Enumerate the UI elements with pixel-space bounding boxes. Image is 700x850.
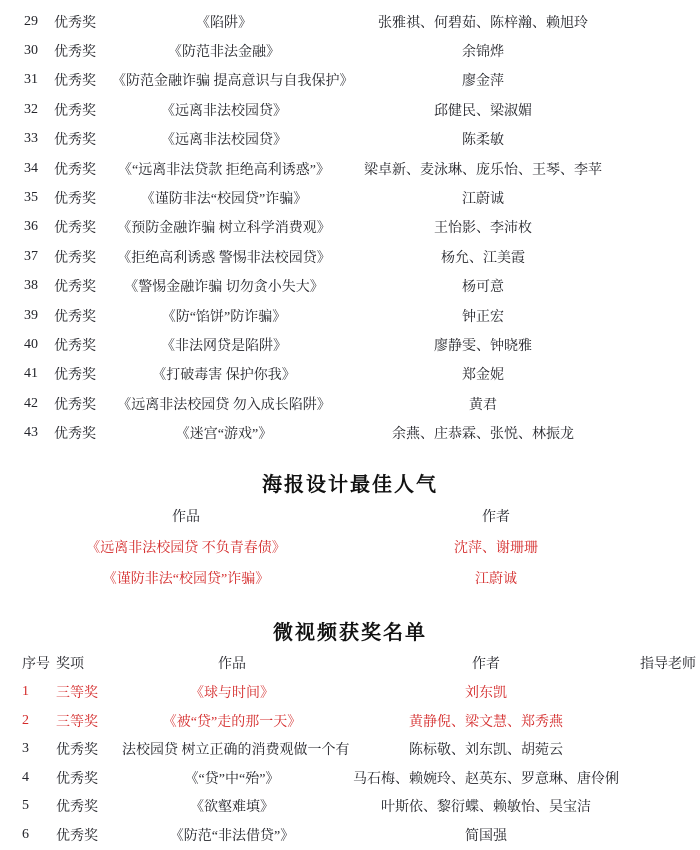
row-number: 42: [24, 395, 38, 411]
award-label: 优秀奖: [56, 800, 98, 816]
work-title: 《欲壑难填》: [190, 800, 274, 816]
author-names: 钟正宏: [462, 309, 504, 325]
row-number: 2: [22, 712, 29, 728]
row-number: 34: [24, 160, 38, 176]
award-label: 优秀奖: [54, 397, 96, 413]
award-table-row: [0, 213, 700, 242]
row-number: 4: [22, 769, 29, 785]
award-label: 优秀奖: [54, 133, 96, 149]
award-table-row: [0, 66, 700, 95]
row-number: 1: [22, 684, 29, 700]
poster-header-row: [0, 500, 700, 532]
column-header-author: 作者: [472, 656, 500, 672]
work-title: 《陷阱》: [196, 15, 252, 31]
work-title: 《防“馅饼”防诈骗》: [161, 309, 287, 325]
row-number: 30: [24, 43, 38, 59]
author-names: 江蔚诚: [462, 192, 504, 208]
award-table-row: [0, 7, 700, 36]
author-names: 杨允、江美霞: [441, 250, 525, 266]
award-label: 优秀奖: [54, 162, 96, 178]
work-title: 《远离非法校园贷》: [161, 103, 287, 119]
author-names: 简国强: [465, 828, 507, 844]
award-table-row: [0, 389, 700, 418]
award-label: 三等奖: [56, 714, 98, 730]
poster-popularity-title: 海报设计最佳人气: [262, 473, 438, 496]
work-title: 《谨防非法“校园贷”诈骗》: [140, 192, 308, 208]
award-label: 优秀奖: [54, 192, 96, 208]
award-label: 优秀奖: [54, 221, 96, 237]
poster-popularity-row: [0, 563, 700, 594]
row-number: 6: [22, 826, 29, 842]
award-label: 优秀奖: [54, 280, 96, 296]
video-award-row: [0, 763, 700, 792]
author-names: 廖金萍: [462, 74, 504, 90]
award-table-row: [0, 330, 700, 359]
row-number: 5: [22, 798, 29, 814]
row-number: 33: [24, 131, 38, 147]
award-table-row: [0, 272, 700, 301]
column-header-work: 作品: [172, 509, 200, 525]
author-names: 梁卓新、麦泳琳、庞乐怡、王琴、李苹: [364, 162, 602, 178]
video-award-title: 微视频获奖名单: [273, 621, 427, 644]
video-award-row: [0, 735, 700, 764]
column-header-award: 奖项: [56, 656, 84, 672]
award-table-row: [0, 301, 700, 330]
work-title: 《谨防非法“校园贷”诈骗》: [102, 572, 270, 588]
column-header-teacher: 指导老师: [640, 656, 696, 672]
row-number: 38: [24, 278, 38, 294]
award-label: 优秀奖: [54, 103, 96, 119]
award-label: 优秀奖: [54, 15, 96, 31]
award-table-row: [0, 95, 700, 124]
row-number: 3: [22, 741, 29, 757]
award-label: 优秀奖: [56, 771, 98, 787]
award-label: 优秀奖: [56, 828, 98, 844]
award-table-row: [0, 183, 700, 212]
author-names: 邱健民、梁淑媚: [434, 103, 532, 119]
work-title: 《球与时间》: [190, 686, 274, 702]
work-title: 《“远离非法贷款 拒绝高利诱惑”》: [118, 162, 330, 178]
author-names: 余锦烨: [462, 45, 504, 61]
video-header-row: [0, 648, 700, 678]
work-title: 《警惕金融诈骗 切勿贪小失大》: [124, 280, 324, 296]
video-award-row: [0, 678, 700, 707]
work-title: 《非法网贷是陷阱》: [161, 338, 287, 354]
row-number: 37: [24, 248, 38, 264]
column-header-number: 序号: [22, 656, 50, 672]
video-award-rows: [0, 678, 700, 849]
row-number: 40: [24, 336, 38, 352]
award-label: 优秀奖: [54, 427, 96, 443]
column-header-work: 作品: [218, 656, 246, 672]
row-number: 43: [24, 425, 38, 441]
award-table-row: [0, 360, 700, 389]
video-award-row: [0, 820, 700, 849]
award-table-row: [0, 242, 700, 271]
work-title: 《迷宫“游戏”》: [175, 427, 273, 443]
award-table-row: [0, 36, 700, 65]
row-number: 29: [24, 13, 38, 29]
award-label: 优秀奖: [54, 309, 96, 325]
row-number: 39: [24, 307, 38, 323]
work-title: 《拒绝高利诱惑 警惕非法校园贷》: [117, 250, 331, 266]
author-names: 沈萍、谢珊珊: [454, 541, 538, 557]
author-names: 刘东凯: [465, 686, 507, 702]
work-title: 《防范非法金融》: [168, 45, 280, 61]
row-number: 36: [24, 219, 38, 235]
author-names: 杨可意: [462, 280, 504, 296]
work-title: 《被“贷”走的那一天》: [162, 714, 302, 730]
award-table-row: [0, 125, 700, 154]
author-names: 陈柔敏: [462, 133, 504, 149]
row-number: 32: [24, 101, 38, 117]
work-title: 《远离非法校园贷 勿入成长陷阱》: [117, 397, 331, 413]
work-title: 《防范金融诈骗 提高意识与自我保护》: [112, 74, 354, 90]
author-names: 张雅祺、何碧茹、陈梓瀚、赖旭玲: [378, 15, 588, 31]
column-header-author: 作者: [482, 509, 510, 525]
author-names: 江蔚诚: [475, 572, 517, 588]
poster-popularity-section: [0, 470, 700, 594]
author-names: 叶斯依、黎衍蝶、赖敏怡、吴宝洁: [381, 800, 591, 816]
poster-popularity-rows: [0, 532, 700, 594]
row-number: 31: [24, 72, 38, 88]
author-names: 廖静雯、钟晓雅: [434, 338, 532, 354]
work-title: 《预防金融诈骗 树立科学消费观》: [117, 221, 331, 237]
award-label: 优秀奖: [54, 338, 96, 354]
work-title: 《远离非法校园贷 不负青春债》: [86, 541, 286, 557]
award-label: 优秀奖: [54, 45, 96, 61]
author-names: 余燕、庄恭霖、张悦、林振龙: [392, 427, 574, 443]
video-award-row: [0, 706, 700, 735]
poster-popularity-row: [0, 532, 700, 563]
author-names: 郑金妮: [462, 368, 504, 384]
award-table-row: [0, 418, 700, 447]
award-label: 优秀奖: [56, 743, 98, 759]
video-award-section: [0, 618, 700, 849]
author-names: 黄君: [469, 397, 497, 413]
author-names: 王怡影、李沛枚: [434, 221, 532, 237]
award-table-row: [0, 154, 700, 183]
award-label: 优秀奖: [54, 74, 96, 90]
work-title: 《远离非法校园贷》: [161, 133, 287, 149]
award-label: 三等奖: [56, 686, 98, 702]
row-number: 41: [24, 366, 38, 382]
work-title: 《防范“非法借贷”》: [169, 828, 295, 844]
work-title: 《“贷”中“殆”》: [184, 771, 280, 787]
award-label: 优秀奖: [54, 368, 96, 384]
video-award-row: [0, 792, 700, 821]
work-title: 《打破毒害 保护你我》: [152, 368, 296, 384]
author-names: 黄静倪、梁文慧、郑秀燕: [409, 714, 563, 730]
author-names: 马石梅、赖婉玲、赵英东、罗意琳、唐伶俐: [353, 771, 619, 787]
award-label: 优秀奖: [54, 250, 96, 266]
work-title: 法校园贷 树立正确的消费观做一个有: [122, 743, 350, 759]
row-number: 35: [24, 190, 38, 206]
author-names: 陈标敬、刘东凯、胡菀云: [409, 743, 563, 759]
